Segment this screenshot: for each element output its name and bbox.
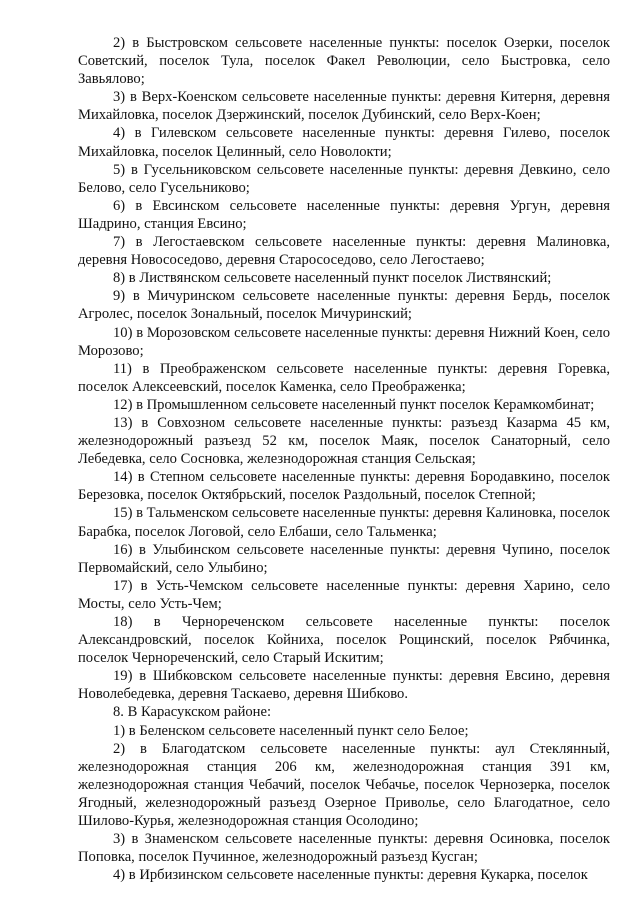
paragraph: 14) в Степном сельсовете населенные пункты: деревня Бородавкино, поселок Березовка, поселок Октябрьский, поселок Раздольный, поселок Степной; bbox=[78, 469, 610, 504]
paragraph: 2) в Благодатском сельсовете населенные пункты: аул Стеклянный, железнодорожная станция 206 км, железнодорожная станция 391 км, железнодорожная станция Чебачий, поселок Чебачье, поселок Чернозерка, поселок Ягодный, железнодорожный разъезд Озерное Приволье, село Благодатное, село Шилово-Курья, железнодорожная станция Осолодино; bbox=[78, 740, 610, 830]
paragraph: 15) в Тальменском сельсовете населенные пункты: деревня Калиновка, поселок Барабка, поселок Логовой, село Елбаши, село Тальменка; bbox=[78, 505, 610, 540]
paragraph: 6) в Евсинском сельсовете населенные пункты: деревня Ургун, деревня Шадрино, станция Евсино; bbox=[78, 197, 610, 232]
paragraph: 12) в Промышленном сельсовете населенный пункт поселок Керамкомбинат; bbox=[113, 396, 595, 413]
paragraph: 2) в Быстровском сельсовете населенные пункты: поселок Озерки, поселок Советский, поселок Тула, поселок Факел Революции, село Быстровка, село Завьялово; bbox=[78, 35, 610, 88]
paragraph: 9) в Мичуринском сельсовете населенные пункты: деревня Бердь, поселок Агролес, поселок Зональный, поселок Мичуринский; bbox=[78, 288, 610, 323]
paragraph: 8) в Листвянском сельсовете населенный пункт поселок Листвянский; bbox=[113, 270, 552, 287]
paragraph: 18) в Чернореченском сельсовете населенные пункты: поселок Александровский, поселок Койниха, поселок Рощинский, поселок Рябчинка, поселок Чернореченский, село Старый Искитим; bbox=[78, 614, 610, 667]
paragraph: 5) в Гусельниковском сельсовете населенные пункты: деревня Девкино, село Белово, село Гусельниково; bbox=[78, 161, 610, 196]
paragraph: 1) в Беленском сельсовете населенный пункт село Белое; bbox=[113, 722, 469, 739]
paragraph: 3) в Знаменском сельсовете населенные пункты: деревня Осиновка, поселок Поповка, поселок Пучинное, железнодорожный разъезд Кусган; bbox=[78, 831, 610, 866]
paragraph: 4) в Ирбизинском сельсовете населенные пункты: деревня Кукарка, поселок bbox=[113, 867, 588, 884]
paragraph: 11) в Преображенском сельсовете населенные пункты: деревня Горевка, поселок Алексеевский, поселок Каменка, село Преображенка; bbox=[78, 360, 610, 395]
paragraph: 3) в Верх-Коенском сельсовете населенные пункты: деревня Китерня, деревня Михайловка, поселок Дзержинский, поселок Дубинский, село Верх-Коен; bbox=[78, 89, 610, 124]
paragraph: 7) в Легостаевском сельсовете населенные пункты: деревня Малиновка, деревня Новососедово, деревня Старососедово, село Легостаево; bbox=[78, 234, 610, 269]
paragraph: 4) в Гилевском сельсовете населенные пункты: деревня Гилево, поселок Михайловка, поселок Целинный, село Новолокти; bbox=[78, 125, 610, 160]
document-page bbox=[78, 34, 610, 884]
paragraph: 17) в Усть-Чемском сельсовете населенные пункты: деревня Харино, село Мосты, село Усть-Чем; bbox=[78, 577, 610, 612]
paragraph: 10) в Морозовском сельсовете населенные пункты: деревня Нижний Коен, село Морозово; bbox=[78, 324, 610, 359]
paragraph: 13) в Совхозном сельсовете населенные пункты: разъезд Казарма 45 км, железнодорожный разъезд 52 км, поселок Маяк, поселок Санаторный, село Лебедевка, село Сосновка, железнодорожная станция Сельская; bbox=[78, 414, 610, 468]
paragraph: 19) в Шибковском сельсовете населенные пункты: деревня Евсино, деревня Новолебедевка, деревня Таскаево, деревня Шибково. bbox=[78, 668, 610, 703]
paragraph: 16) в Улыбинском сельсовете населенные пункты: деревня Чупино, поселок Первомайский, село Улыбино; bbox=[78, 541, 610, 576]
section-heading: 8. В Карасукском районе: bbox=[113, 704, 272, 721]
